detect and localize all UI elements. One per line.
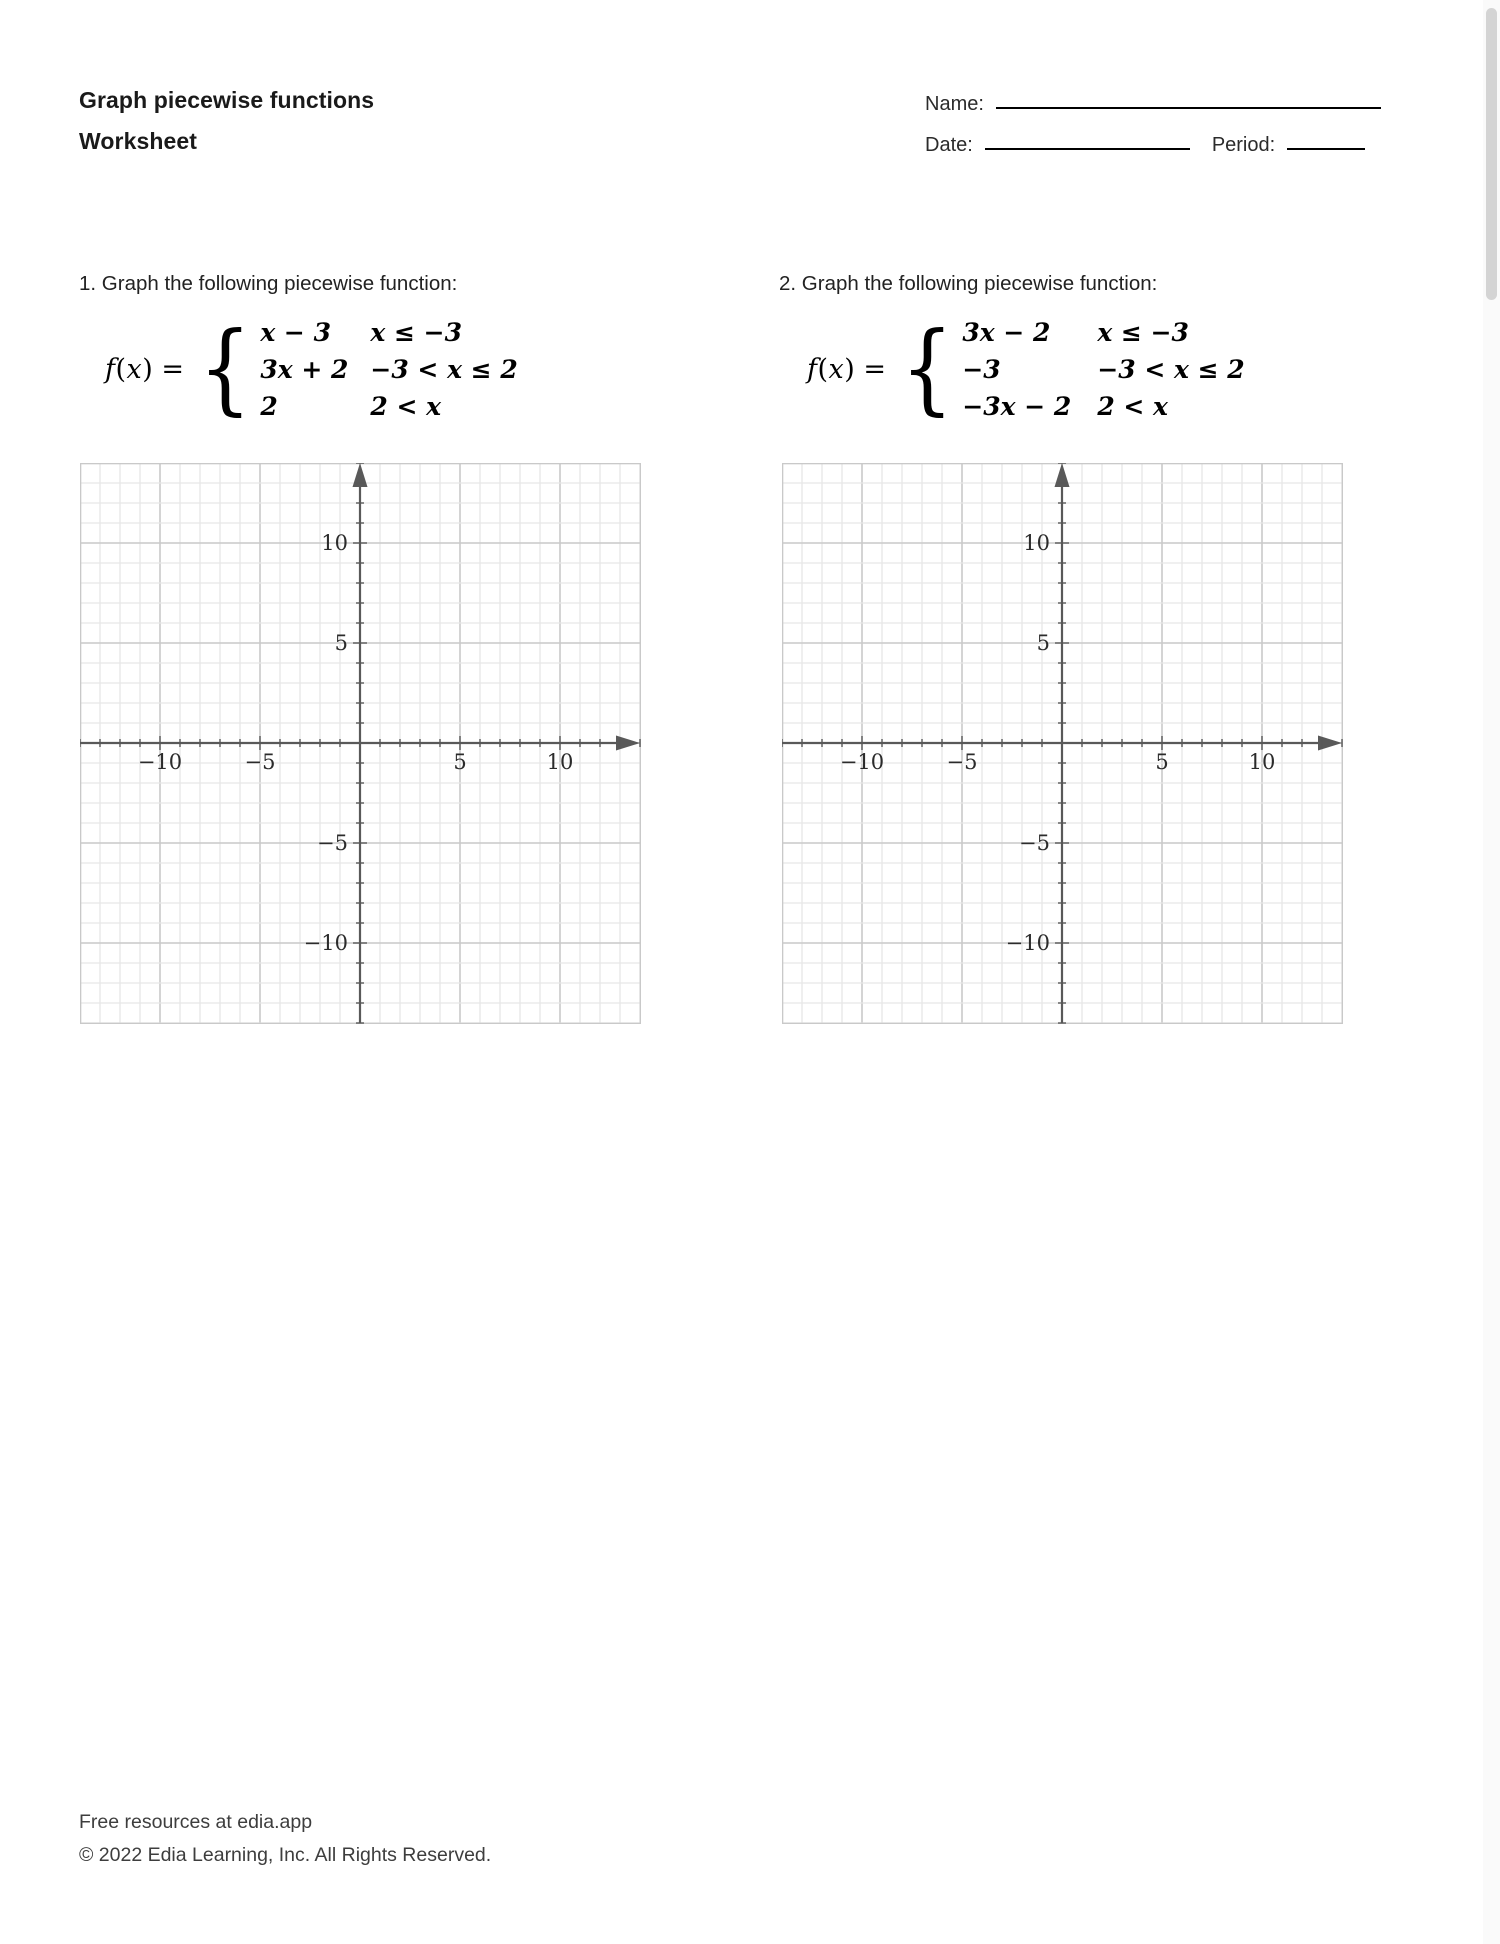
name-label: Name:	[925, 93, 984, 115]
y-axis-tick-label: −10	[1005, 931, 1050, 955]
date-period-field-row	[925, 125, 1405, 166]
student-info-fields	[925, 84, 1405, 166]
y-axis-tick-label: −5	[317, 831, 348, 855]
y-axis-tick-label: 5	[1036, 631, 1050, 655]
cases-2	[962, 318, 1244, 421]
cases-1	[260, 318, 517, 421]
x-axis-tick-label: 10	[1248, 750, 1276, 774]
y-axis-tick-label: 10	[321, 531, 348, 555]
x-axis-tick-label: −5	[946, 750, 978, 774]
vertical-scrollbar-track[interactable]	[1483, 0, 1500, 1944]
case-2-condition: −3 < x ≤ 2	[1097, 355, 1245, 384]
problem-1-prompt: 1. Graph the following piecewise function:	[79, 272, 458, 295]
worksheet-header	[0, 0, 1460, 200]
function-notation-1: f(x)	[105, 354, 154, 385]
graph-area-2[interactable]	[782, 463, 1343, 1024]
vertical-scrollbar-thumb[interactable]	[1486, 8, 1497, 300]
case-1-expression: x − 3	[260, 318, 331, 347]
problem-1	[79, 272, 518, 427]
case-3-expression: −3x − 2	[962, 392, 1072, 421]
case-2-expression: 3x + 2	[260, 355, 349, 384]
y-axis-tick-label: 10	[1023, 531, 1050, 555]
title-line-2: Worksheet	[79, 128, 198, 154]
problem-2-piecewise-function	[779, 312, 1245, 427]
case-3-expression: 2	[260, 392, 278, 421]
x-axis-tick-label: −5	[244, 750, 276, 774]
left-brace-1: {	[198, 312, 252, 427]
graph-area-1[interactable]	[80, 463, 641, 1024]
date-input-line[interactable]	[985, 148, 1190, 150]
left-brace-2: {	[900, 312, 954, 427]
y-axis-tick-label: −10	[303, 931, 348, 955]
title-line-1: Graph piecewise functions	[79, 87, 375, 113]
x-axis-tick-label: −10	[137, 750, 183, 774]
case-1-condition: x ≤ −3	[1097, 318, 1189, 347]
period-input-line[interactable]	[1287, 148, 1365, 150]
case-1-expression: 3x − 2	[962, 318, 1051, 347]
case-2-expression: −3	[962, 355, 1001, 384]
case-3-condition: 2 < x	[370, 392, 442, 421]
problem-2-prompt: 2. Graph the following piecewise function:	[779, 272, 1158, 295]
footer-resources-line: Free resources at edia.app	[79, 1811, 313, 1833]
problem-2	[779, 272, 1245, 427]
y-axis-tick-label: −5	[1019, 831, 1050, 855]
y-axis-tick-label: 5	[334, 631, 348, 655]
period-label: Period:	[1211, 134, 1276, 156]
case-2-condition: −3 < x ≤ 2	[370, 355, 518, 384]
x-axis-tick-label: −10	[839, 750, 885, 774]
function-notation-2: f(x)	[807, 354, 856, 385]
case-3-condition: 2 < x	[1097, 392, 1168, 421]
page-footer	[79, 1806, 491, 1872]
footer-copyright-line: © 2022 Edia Learning, Inc. All Rights Reserved.	[79, 1844, 492, 1866]
coordinate-grid-2[interactable]	[782, 463, 1343, 1024]
x-axis-tick-label: 5	[1155, 750, 1169, 774]
name-input-line[interactable]	[996, 107, 1381, 109]
case-1-condition: x ≤ −3	[370, 318, 462, 347]
coordinate-grid-1[interactable]	[80, 463, 641, 1024]
equals-sign-1: =	[161, 354, 184, 385]
problem-1-piecewise-function	[79, 312, 518, 427]
x-axis-tick-label: 10	[546, 750, 574, 774]
name-field-row	[925, 84, 1405, 125]
equals-sign-2: =	[863, 354, 886, 385]
page-title	[79, 80, 374, 162]
date-label: Date:	[925, 134, 973, 156]
x-axis-tick-label: 5	[453, 750, 467, 774]
